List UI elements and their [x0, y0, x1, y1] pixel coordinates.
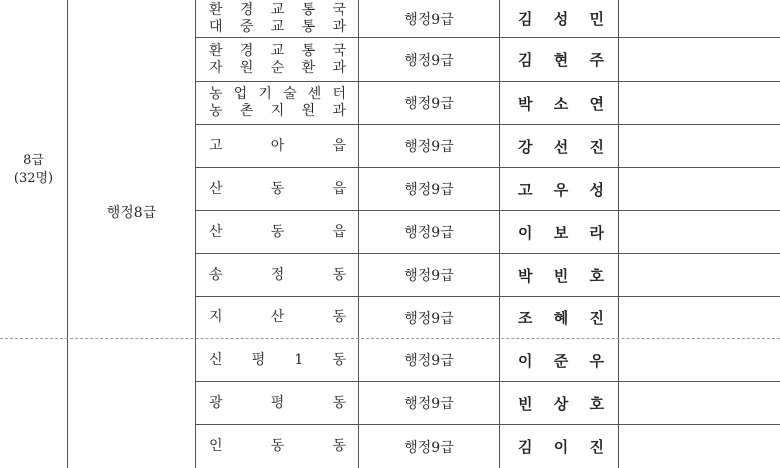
- remark-cell: [619, 168, 780, 210]
- dept-line: 지 산 동: [209, 309, 346, 325]
- person-name: 김 현 주: [518, 51, 604, 69]
- dept-cell: [196, 38, 358, 81]
- dept-line: 신 평 1 동: [209, 351, 346, 368]
- dept-line: 산 동 읍: [209, 180, 346, 197]
- rank-label: 행정9급: [404, 396, 454, 412]
- rank-cell: [359, 38, 499, 81]
- grade-group-count: (32명): [13, 170, 54, 186]
- remark-cell: [619, 0, 780, 37]
- dept-cell: [196, 297, 358, 338]
- dept-cell: [196, 0, 358, 37]
- dept-line: 농 업 기 술 센 터: [209, 86, 346, 102]
- dept-cell: [196, 168, 358, 210]
- person-name: 이 보 라: [518, 223, 604, 242]
- dept-line: 고 아 읍: [209, 137, 346, 154]
- rank-label: 행정9급: [404, 310, 454, 327]
- rank-label: 행정9급: [404, 139, 454, 155]
- dept-cell: [196, 254, 358, 296]
- remark-cell: [619, 125, 780, 167]
- dept-cell: [196, 339, 358, 381]
- remark-cell: [619, 382, 780, 424]
- grade-group-label: 8급: [23, 152, 44, 168]
- dept-line: 환 경 교 통 국: [209, 1, 346, 18]
- rank-cell: [359, 254, 499, 296]
- rank-cell: [359, 125, 499, 167]
- rank-cell: [359, 297, 499, 338]
- dept-line: 자 원 순 환 과: [209, 59, 346, 76]
- dept-line: 환 경 교 통 국: [209, 42, 346, 59]
- remark-cell: [619, 339, 780, 381]
- person-name: 박 빈 호: [518, 266, 604, 285]
- dept-line: 산 동 읍: [209, 223, 346, 240]
- rank-label: 행정9급: [404, 439, 454, 456]
- rank-cell: [359, 339, 499, 381]
- remark-cell: [619, 297, 780, 338]
- dept-cell: [196, 425, 358, 468]
- remark-cell: [619, 82, 780, 124]
- rank-label: 행정9급: [404, 182, 454, 198]
- remark-cell: [619, 38, 780, 81]
- person-name: 박 소 연: [518, 94, 604, 113]
- person-name: 고 우 성: [518, 180, 604, 199]
- dept-cell: [196, 382, 358, 424]
- person-name: 이 준 우: [518, 351, 604, 370]
- dept-cell: [196, 125, 358, 167]
- rank-cell: [359, 82, 499, 124]
- dept-cell: [196, 82, 358, 124]
- person-name: 김 성 민: [518, 10, 604, 28]
- rank-label: 행정9급: [404, 52, 454, 69]
- sub-group-label: 행정8급: [106, 205, 157, 221]
- rank-cell: [359, 382, 499, 424]
- rank-label: 행정9급: [404, 96, 454, 112]
- remark-cell: [619, 254, 780, 296]
- rank-cell: [359, 168, 499, 210]
- dept-cell: [196, 211, 358, 253]
- person-name: 빈 상 호: [518, 394, 604, 413]
- rank-label: 행정9급: [404, 225, 454, 241]
- dept-line: 인 동 동: [209, 438, 346, 454]
- rank-label: 행정9급: [404, 11, 454, 28]
- remark-cell: [619, 425, 780, 468]
- sub-group-cell: [68, 0, 195, 424]
- rank-cell: [359, 425, 499, 468]
- rank-cell: [359, 211, 499, 253]
- rank-label: 행정9급: [404, 268, 454, 284]
- remark-cell: [619, 211, 780, 253]
- person-name: 김 이 진: [518, 438, 604, 456]
- dept-line: 대 중 교 통 과: [209, 18, 346, 35]
- rank-label: 행정9급: [404, 353, 454, 369]
- person-name: 강 선 진: [518, 137, 604, 156]
- rank-cell: [359, 0, 499, 37]
- dept-line: 광 평 동: [209, 394, 346, 411]
- dept-line: 농 촌 지 원 과: [209, 103, 346, 119]
- dept-line: 송 정 동: [209, 266, 346, 283]
- grade-group-cell: [0, 0, 67, 339]
- person-name: 조 혜 진: [518, 309, 604, 327]
